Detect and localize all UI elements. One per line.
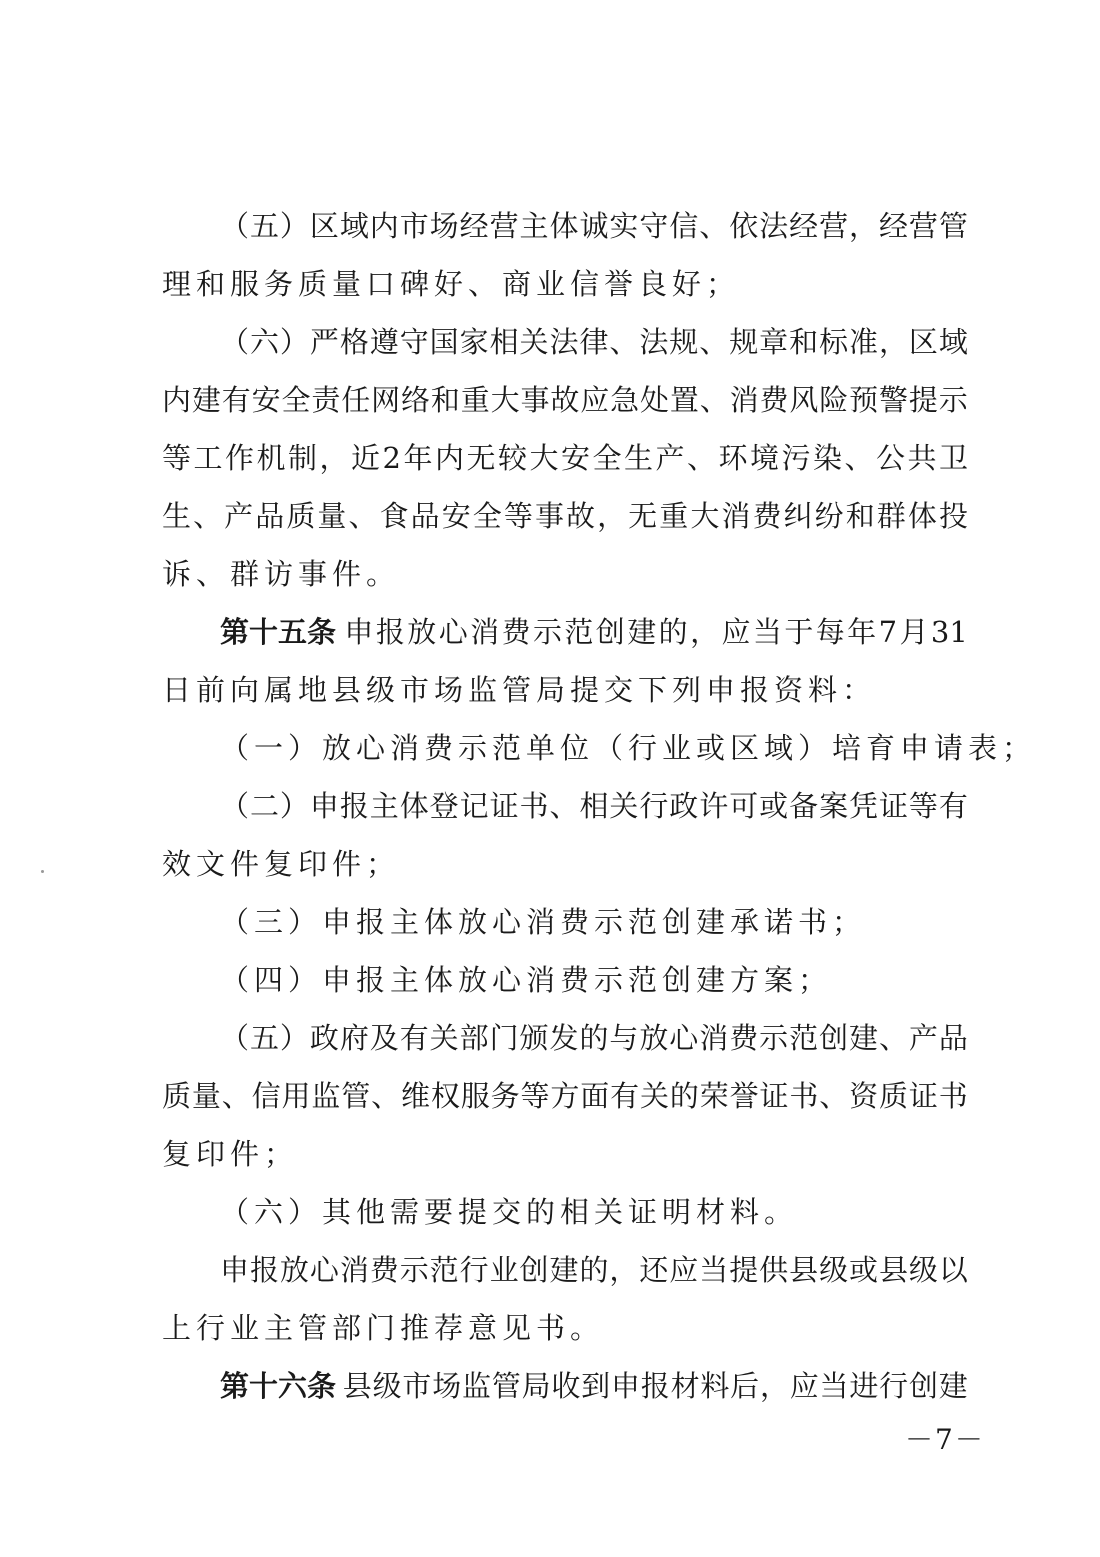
article-16-line: 第十六条 县 级 市 场 监 管 局 收 到 申 报 材 料 后 ， 应 当 进 行 创 建 — [220, 1366, 968, 1406]
text-line-12: 效文件复印件； — [162, 847, 401, 881]
text-line-17: 复印件； — [162, 1137, 299, 1171]
text-line-19: 申 报 放 心 消 费 示 范 行 业 创 建 的 ， 还 应 当 提 供 县 级 或 县 级 以 — [220, 1253, 968, 1287]
text-line-4: 内 建 有 安 全 责 任 网 络 和 重 大 事 故 应 急 处 置 、 消 费 风 险 预 警 提 示 — [162, 383, 968, 417]
scan-speck — [41, 870, 44, 873]
text-line-13: （三）申报主体放心消费示范创建承诺书； — [220, 905, 867, 939]
article-15-heading: 第十五条 — [220, 615, 337, 649]
text-line-7: 诉、群访事件。 — [162, 557, 401, 591]
article-15-line: 第十五条 申 报 放 心 消 费 示 范 创 建 的 ， 应 当 于 每 年 7 月 31 — [220, 612, 968, 652]
text-line-2: 理和服务质量口碑好、商业信誉良好； — [162, 267, 741, 301]
text-line-9: 日前向属地县级市场监管局提交下列申报资料： — [162, 673, 877, 707]
text-line-15: （ 五 ） 政 府 及 有 关 部 门 颁 发 的 与 放 心 消 费 示 范 创 建 、 产 品 — [220, 1021, 968, 1055]
text-line-1: （ 五 ） 区 域 内 市 场 经 营 主 体 诚 实 守 信 、 依 法 经 营 ， 经 营 管 — [220, 209, 968, 243]
text-line-10: （一）放心消费示范单位（行业或区域）培育申请表； — [220, 731, 1037, 765]
page-number: －7－ — [905, 1423, 985, 1456]
text-line-20: 上行业主管部门推荐意见书。 — [162, 1311, 605, 1345]
article-16-heading: 第十六条 — [220, 1369, 337, 1403]
text-line-11: （ 二 ） 申 报 主 体 登 记 证 书 、 相 关 行 政 许 可 或 备 案 凭 证 等 有 — [220, 789, 968, 823]
text-line-16: 质 量 、 信 用 监 管 、 维 权 服 务 等 方 面 有 关 的 荣 誉 证 书 、 资 质 证 书 — [162, 1079, 968, 1113]
text-line-3: （ 六 ） 严 格 遵 守 国 家 相 关 法 律 、 法 规 、 规 章 和 标 准 ， 区 域 — [220, 325, 968, 359]
text-line-5: 等 工 作 机 制 ， 近 2 年 内 无 较 大 安 全 生 产 、 环 境 污 染 、 公 共 卫 — [162, 441, 968, 475]
text-line-14: （四）申报主体放心消费示范创建方案； — [220, 963, 833, 997]
text-line-6: 生 、 产 品 质 量 、 食 品 安 全 等 事 故 ， 无 重 大 消 费 纠 纷 和 群 体 投 — [162, 499, 968, 533]
text-line-18: （六）其他需要提交的相关证明材料。 — [220, 1195, 799, 1229]
